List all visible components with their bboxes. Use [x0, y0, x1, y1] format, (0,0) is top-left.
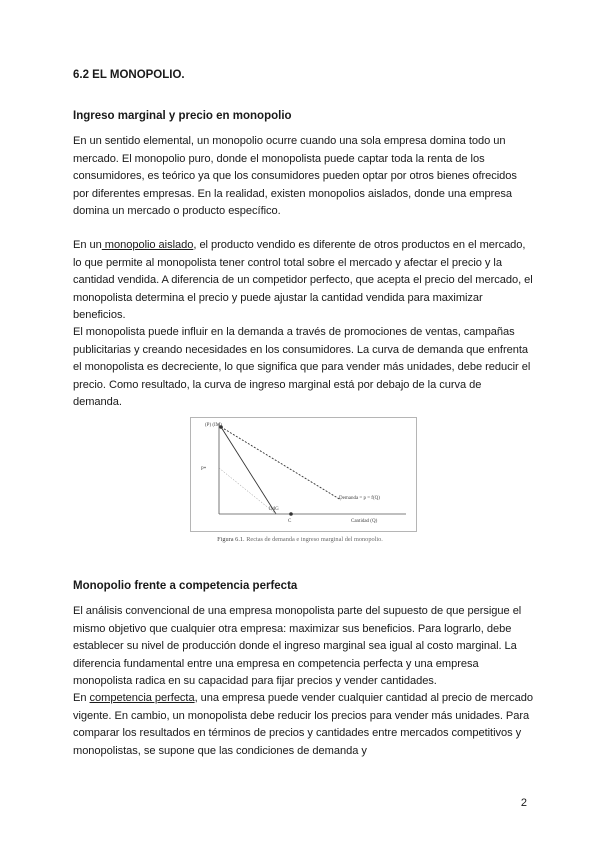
marginal-revenue-line — [221, 427, 276, 514]
paragraph-demanda: El monopolista puede influir en la demanda a través de promociones de ventas, campañas publicitarias y creando necesidades en los consumidores. La curva de demanda que enfrenta el monopolista es decreciente, lo que significa que para vender más unidades, debe reducir el precio. Como resultado, la curva de ingreso marginal está por debajo de la curva de demanda. — [73, 326, 531, 408]
page-number: 2 — [520, 797, 527, 809]
label-img: IMG — [269, 507, 279, 512]
link-competencia-perfecta[interactable]: competencia perfecta — [89, 692, 195, 704]
text-fragment: , una empresa puede vender cualquier cantidad al precio de mercado vigente. En cambio, un monopolista debe reducir los precios para vender más unidades. Para comparar los resultados en términos de precios y cantidades entre mercados competitivos y monopolistas, se supone que las condiciones de demanda y — [73, 692, 533, 757]
subheading-monopolio-competencia: Monopolio frente a competencia perfecta — [73, 580, 298, 592]
text-fragment: , el producto vendido es diferente de otros productos en el mercado, lo que permite al monopolista tener control total sobre el mercado y afectar el precio y la cantidad vendida. A diferencia de un competidor perfecto, que acepta el precio del mercado, el monopolista determina el precio y puede ajustar la cantidad vendida para maximizar beneficios. — [73, 239, 533, 321]
label-c: C — [288, 519, 292, 524]
guide-line — [219, 468, 276, 514]
subheading-ingreso-marginal: Ingreso marginal y precio en monopolio — [73, 110, 292, 122]
text-fragment: En — [73, 692, 90, 704]
paragraph-competencia-perfecta — [73, 690, 533, 760]
link-monopolio-aislado[interactable]: monopolio aislado — [101, 239, 194, 251]
caption-figure-number: Figura 6.1. — [217, 536, 245, 543]
quantity-point — [289, 512, 293, 516]
text-fragment: En un — [73, 239, 102, 251]
paragraph-monopolio-aislado — [73, 237, 533, 325]
section-title: 6.2 EL MONOPOLIO. — [73, 69, 185, 81]
figure-caption — [0, 536, 600, 543]
label-price-im: (P) (IM) — [205, 423, 222, 428]
label-axis-quantity: Cantidad (Q) — [351, 519, 378, 524]
demand-line — [221, 427, 341, 500]
caption-text: Rectas de demanda e ingreso marginal del monopolio. — [246, 536, 383, 543]
paragraph-monopolio-definicion: En un sentido elemental, un monopolio ocurre cuando una sola empresa domina todo un mercado. El monopolio puro, donde el monopolista puede captar toda la renta de los consumidores, es teórico ya que los consumidores pueden optar por otros bienes ofrecidos por diferentes empresas. En la realidad, existen monopolios aislados, donde una empresa domina un mercado o producto específico. — [73, 135, 517, 217]
figure-demand-marginal-revenue — [190, 417, 417, 532]
label-p-star: P* — [201, 467, 207, 472]
paragraph-analisis: El análisis convencional de una empresa monopolista parte del supuesto de que persigue el mismo objetivo que cualquier otra empresa: maximizar sus beneficios. Para lograrlo, debe establecer su nivel de producción donde el ingreso marginal sea igual al costo marginal. La diferencia fundamental entre una empresa en competencia perfecta y una empresa monopolista radica en su capacidad para fijar precios y vender cantidades. — [73, 605, 522, 687]
label-demand: Demanda = p = f(Q) — [339, 496, 380, 501]
